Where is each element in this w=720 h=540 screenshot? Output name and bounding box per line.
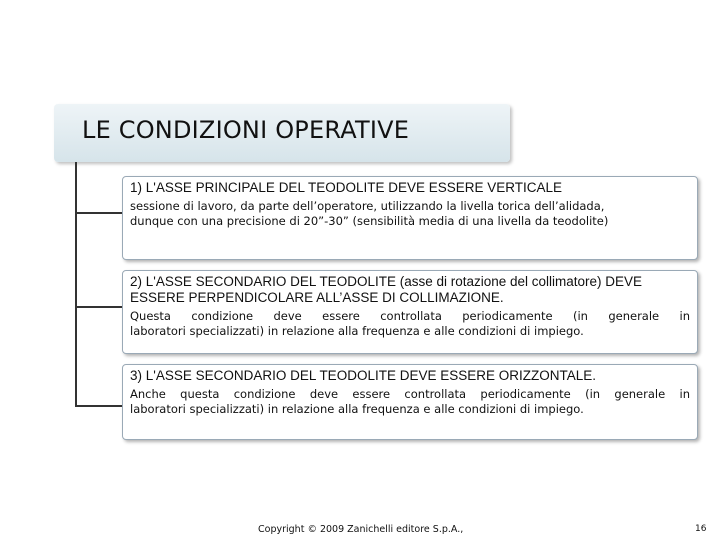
tree-connector-branch-1 [76, 212, 123, 214]
condition-description: Anche questa condizione deve essere controllata periodicamente (in generale in laboratori specializzati) in relazione alla frequenza e alle condizioni di impiego. [130, 387, 690, 416]
condition-heading: 3) L'ASSE SECONDARIO DEL TEODOLITE DEVE ESSERE ORIZZONTALE. [130, 368, 597, 383]
title-box [54, 104, 510, 162]
slide-title: LE CONDIZIONI OPERATIVE [82, 116, 410, 144]
condition-description: sessione di lavoro, da parte dell’operatore, utilizzando la livella torica dell’alidada, dunque con una precisione di 20”-30” (sensibilità media di una livella da teodolite) [130, 199, 609, 228]
page-number: 16 [695, 524, 707, 534]
tree-connector-branch-3 [76, 405, 123, 407]
condition-card-2 [122, 270, 698, 354]
tree-connector-vertical [75, 162, 77, 407]
condition-heading: 1) L'ASSE PRINCIPALE DEL TEODOLITE DEVE ESSERE VERTICALE [130, 180, 563, 195]
condition-heading: 2) L'ASSE SECONDARIO DEL TEODOLITE (asse di rotazione del collimatore) DEVE ESSERE PERPENDICOLARE ALL’ASSE DI COLLIMAZIONE. [130, 274, 643, 305]
condition-card-1 [122, 176, 698, 260]
copyright-footer: Copyright © 2009 Zanichelli editore S.p.A., [258, 524, 464, 535]
tree-connector-branch-2 [76, 306, 123, 308]
condition-description: Questa condizione deve essere controllata periodicamente (in generale in laboratori specializzati) in relazione alla frequenza e alle condizioni di impiego. [130, 309, 690, 338]
condition-card-3 [122, 364, 698, 440]
